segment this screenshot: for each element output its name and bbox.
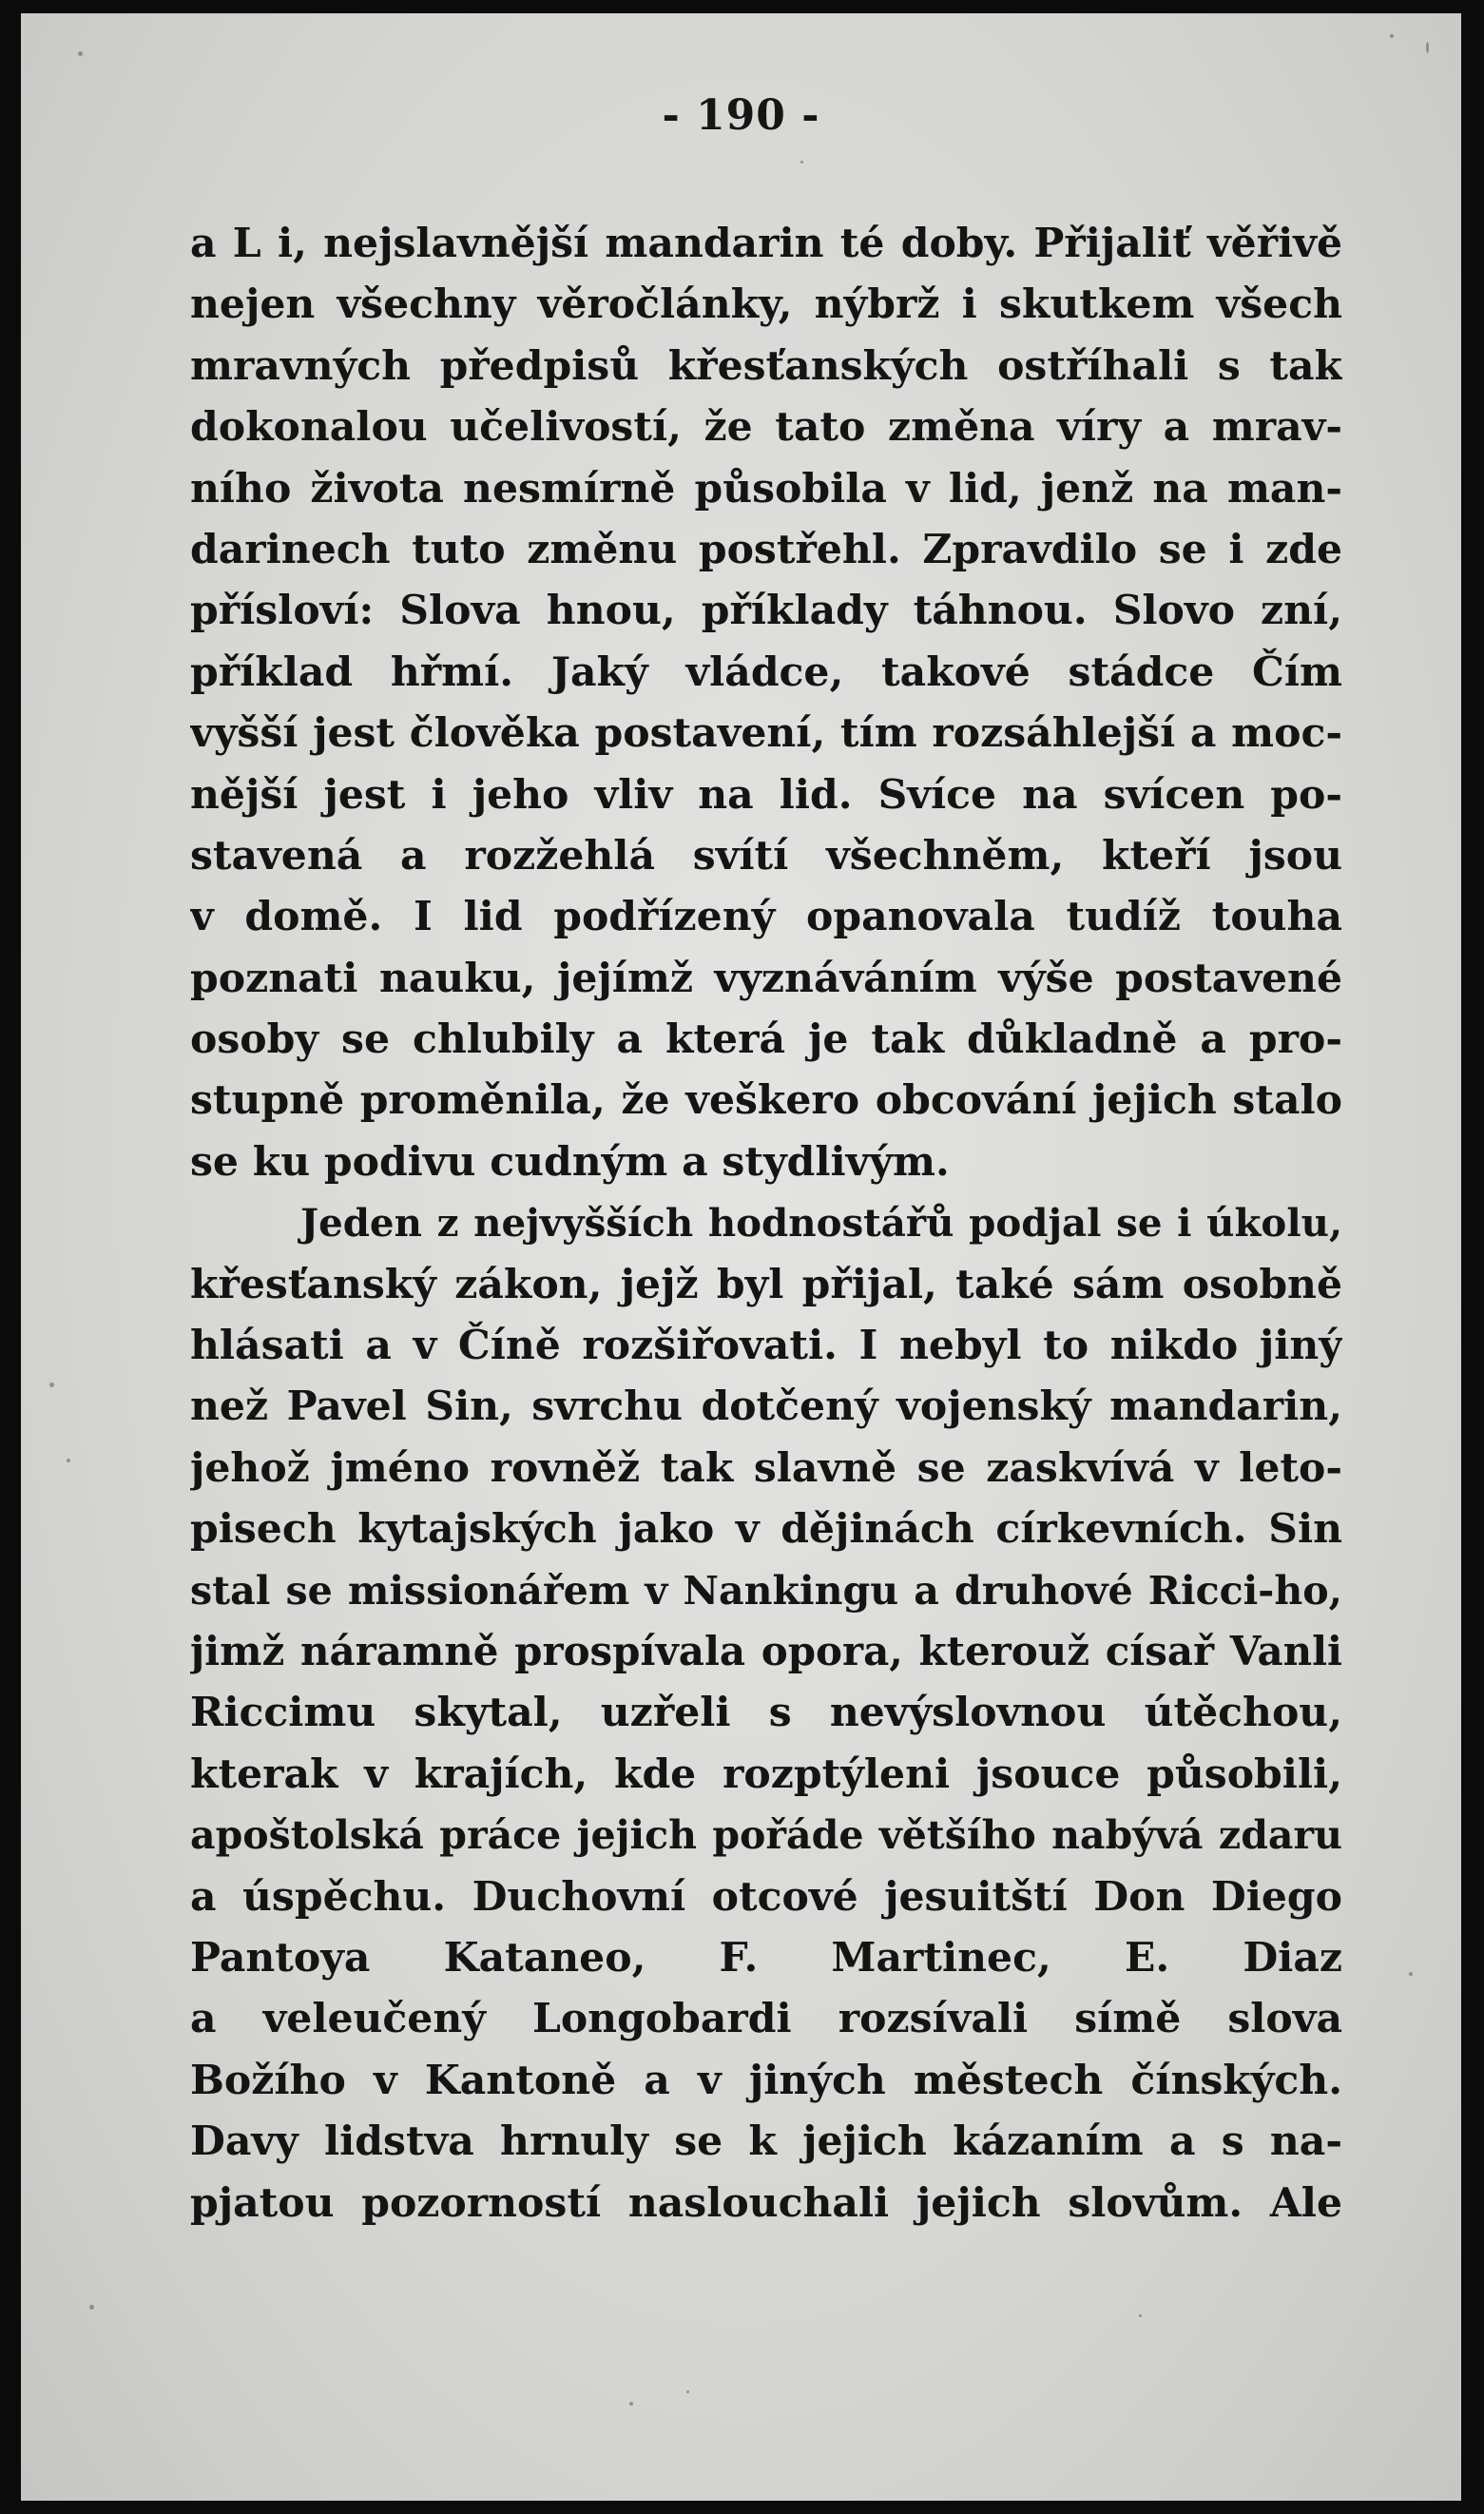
text-line: nější jest i jeho vliv na lid. Svíce na svícen po-: [190, 770, 1342, 819]
speckle: [89, 2305, 94, 2310]
text-line: pisech kytajských jako v dějinách církevních. Sin: [190, 1505, 1342, 1554]
text-line: a úspěchu. Duchovní otcové jesuitští Don Diego: [190, 1872, 1342, 1921]
body-text: [190, 213, 1342, 2234]
text-line: a veleučený Longobardi rozsívali símě slova: [190, 1995, 1342, 2043]
text-line: v domě. I lid podřízený opanovala tudíž touha: [190, 893, 1342, 941]
text-line: Pantoya Kataneo, F. Martinec, E. Diaz: [190, 1933, 1342, 1982]
text-line: stal se missionářem v Nankingu a druhové Ricci-ho,: [190, 1566, 1342, 1614]
text-line: nejen všechny věročlánky, nýbrž i skutkem všech: [190, 280, 1342, 329]
text-line: křesťanský zákon, jejž byl přijal, také sám osobně: [190, 1260, 1342, 1308]
speckle: [1139, 2314, 1142, 2317]
speckle: [67, 1459, 70, 1462]
page-number: - 190 -: [662, 91, 820, 140]
speckle: [78, 51, 83, 56]
text-line: hlásati a v Číně rozšiřovati. I nebyl to nikdo jiný: [190, 1322, 1342, 1370]
text-line: stupně proměnila, že veškero obcování jejich stalo: [190, 1076, 1342, 1125]
text-line: příklad hřmí. Jaký vládce, takové stádce Čím: [190, 648, 1342, 696]
text-line: darinech tuto změnu postřehl. Zpravdilo se i zde: [190, 525, 1342, 573]
text-line: Božího v Kantoně a v jiných městech čínských.: [190, 2056, 1342, 2104]
book-page: [21, 13, 1461, 2501]
speckle: [686, 2390, 689, 2393]
text-line: se ku podivu cudným a stydlivým.: [190, 1137, 950, 1186]
speckle: [1390, 34, 1394, 38]
text-line: apoštolská práce jejich pořáde většího nabývá zdaru: [190, 1811, 1342, 1859]
text-line: poznati nauku, jejímž vyznáváním výše postavené: [190, 954, 1342, 1002]
speckle: [1409, 1972, 1413, 1976]
text-line: pjatou pozorností naslouchali jejich slovům. Ale: [190, 2178, 1342, 2227]
speckle: [49, 1383, 54, 1387]
text-line: a L i, nejslavnější mandarin té doby. Přijaliť věřivě: [190, 220, 1342, 267]
text-line: Davy lidstva hrnuly se k jejich kázaním a s na-: [190, 2118, 1342, 2166]
text-line: ního života nesmírně působila v lid, jenž na man-: [190, 464, 1342, 512]
text-line: stavená a rozžehlá svítí všechněm, kteří jsou: [190, 831, 1342, 880]
text-line: osoby se chlubily a která je tak důkladně a pro-: [190, 1015, 1342, 1064]
text-line: Jeden z nejvyšších hodnostářů podjal se i úkolu,: [300, 1200, 1342, 1247]
text-line: přísloví: Slova hnou, příklady táhnou. Slovo zní,: [190, 587, 1342, 635]
text-line: než Pavel Sin, svrchu dotčený vojenský mandarin,: [190, 1383, 1342, 1431]
speckle: [1426, 42, 1429, 53]
text-line: jehož jméno rovněž tak slavně se zaskvívá v leto-: [190, 1443, 1342, 1492]
text-line: dokonalou učelivostí, že tato změna víry a mrav-: [190, 403, 1342, 452]
text-line: kterak v krajích, kde rozptýleni jsouce působili,: [190, 1750, 1342, 1798]
speckle: [629, 2402, 633, 2406]
text-line: vyšší jest člověka postavení, tím rozsáhlejší a moc-: [190, 709, 1342, 758]
text-line: mravných předpisů křesťanských ostříhali s tak: [190, 341, 1342, 390]
speckle: [800, 161, 803, 164]
text-line: jimž náramně prospívala opora, kterouž císař Vanli: [190, 1627, 1342, 1674]
text-line: Riccimu skytal, uzřeli s nevýslovnou útěchou,: [190, 1689, 1342, 1737]
